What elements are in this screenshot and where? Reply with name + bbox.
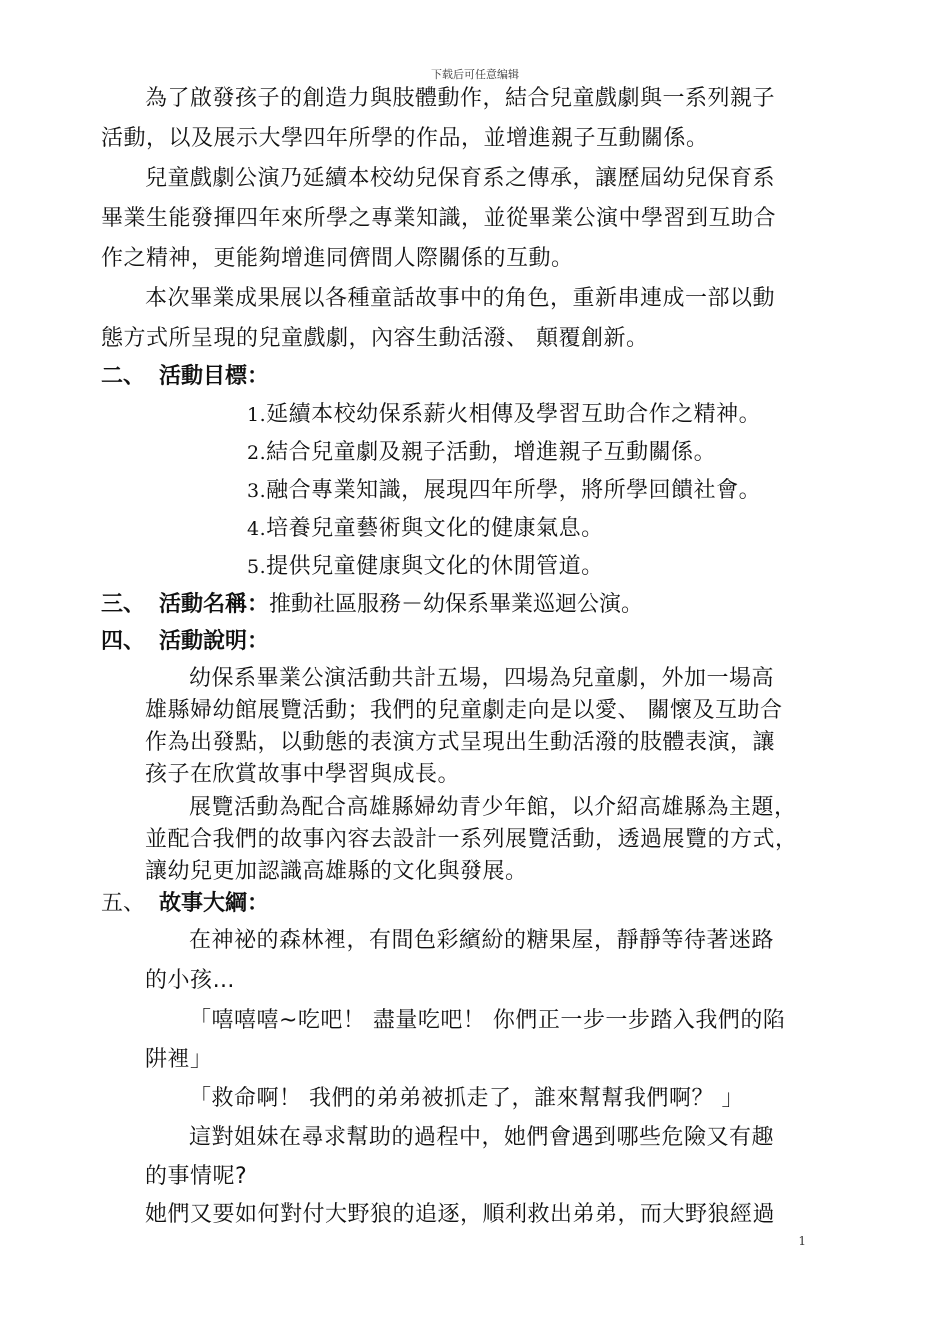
intro-line: 本次畢業成果展以各種童話故事中的角色，重新串連成一部以動 — [145, 286, 776, 311]
section-title: 活動目標： — [159, 364, 270, 389]
description-line: 孩子在欣賞故事中學習與成長。 — [145, 762, 461, 787]
story-line: 阱裡」 — [145, 1047, 213, 1072]
section-heading-name — [101, 590, 643, 620]
description-line: 雄縣婦幼館展覽活動；我們的兒童劇走向是以愛、 關懷及互助合 — [145, 698, 783, 723]
section-number: 三、 — [101, 592, 146, 617]
goal-item — [247, 438, 716, 468]
intro-line: 畢業生能發揮四年來所學之專業知識，並從畢業公演中學習到互助合 — [101, 206, 777, 231]
goal-number: 5. — [247, 556, 267, 578]
goal-number: 4. — [247, 518, 267, 540]
description-line: 幼保系畢業公演活動共計五場，四場為兒童劇，外加一場高 — [189, 666, 775, 691]
story-line: 「救命啊！ 我們的弟弟被抓走了，誰來幫幫我們啊？ 」 — [189, 1086, 744, 1111]
story-line: 這對姐妹在尋求幫助的過程中，她們會遇到哪些危險又有趣 — [189, 1125, 775, 1150]
intro-line: 態方式所呈現的兒童戲劇，內容生動活潑、 顛覆創新。 — [101, 326, 649, 351]
goal-item — [247, 514, 604, 544]
section-title: 故事大綱： — [159, 891, 270, 916]
goal-text: 融合專業知識，展現四年所學，將所學回饋社會。 — [266, 478, 762, 503]
story-line: 在神祕的森林裡，有間色彩繽紛的糖果屋，靜靜等待著迷路 — [189, 928, 775, 953]
description-line: 作為出發點，以動態的表演方式呈現出生動活潑的肢體表演，讓 — [145, 730, 776, 755]
section-title: 活動名稱： — [159, 592, 270, 617]
description-line: 讓幼兒更加認識高雄縣的文化與發展。 — [145, 859, 528, 884]
section-number: 五、 — [101, 891, 146, 916]
header-note: 下载后可任意编辑 — [431, 68, 519, 81]
intro-line: 為了啟發孩子的創造力與肢體動作，結合兒童戲劇與一系列親子 — [145, 86, 776, 111]
description-line: 並配合我們的故事內容去設計一系列展覽活動，透過展覽的方式， — [145, 827, 798, 852]
section-number: 四、 — [101, 629, 146, 654]
goal-text: 結合兒童劇及親子活動，增進親子互動關係。 — [266, 440, 717, 465]
story-line: 她們又要如何對付大野狼的追逐，順利救出弟弟，而大野狼經過 — [145, 1202, 776, 1227]
intro-line: 作之精神，更能夠增進同儕間人際關係的互動。 — [101, 246, 574, 271]
section-heading-story — [101, 889, 269, 919]
section-heading-description — [101, 627, 269, 657]
page-number: 1 — [798, 1234, 806, 1248]
activity-name-value: 推動社區服務－幼保系畢業巡迴公演。 — [269, 592, 644, 617]
intro-line: 兒童戲劇公演乃延續本校幼兒保育系之傳承，讓歷屆幼兒保育系 — [145, 166, 776, 191]
goal-item — [247, 552, 604, 582]
goal-number: 2. — [247, 442, 267, 464]
story-line: 的小孩… — [145, 968, 236, 993]
goal-item — [247, 400, 761, 430]
goal-text: 提供兒童健康與文化的休閒管道。 — [266, 554, 604, 579]
story-line: 「嘻嘻嘻~吃吧！ 盡量吃吧！ 你們正一步一步踏入我們的陷 — [189, 1008, 786, 1033]
section-title: 活動說明： — [159, 629, 270, 654]
goal-text: 培養兒童藝術與文化的健康氣息。 — [266, 516, 604, 541]
goal-number: 3. — [247, 480, 267, 502]
intro-line: 活動，以及展示大學四年所學的作品，並增進親子互動關係。 — [101, 126, 709, 151]
goal-number: 1. — [247, 404, 267, 426]
description-line: 展覽活動為配合高雄縣婦幼青少年館，以介紹高雄縣為主題， — [189, 795, 797, 820]
goal-item — [247, 476, 761, 506]
story-line: 的事情呢? — [145, 1164, 248, 1189]
section-number: 二、 — [101, 364, 146, 389]
section-heading-goals — [101, 362, 269, 392]
goal-text: 延續本校幼保系薪火相傳及學習互助合作之精神。 — [266, 402, 762, 427]
